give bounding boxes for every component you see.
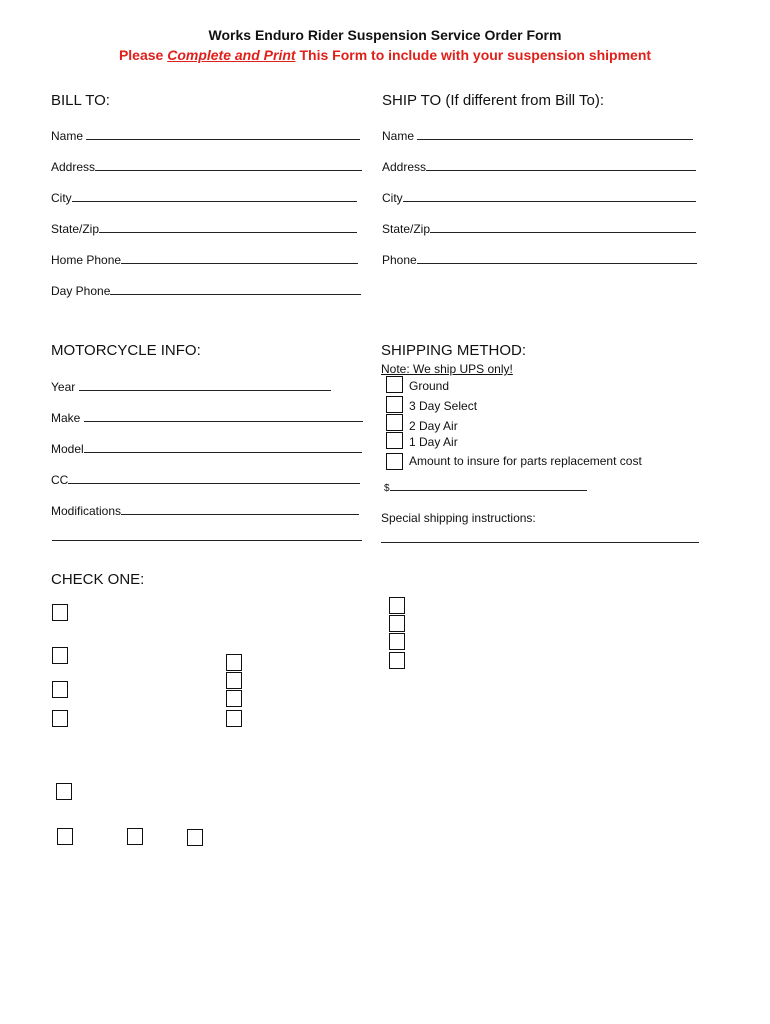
subtitle-emphasis: Complete and Print — [167, 47, 296, 63]
ship-to-address-field[interactable] — [382, 159, 696, 174]
check-one-checkbox[interactable] — [226, 690, 242, 707]
field-label: State/Zip — [51, 222, 100, 236]
field-label: Make — [51, 411, 81, 425]
one-day-air-checkbox[interactable] — [386, 432, 403, 449]
field-label: Modifications — [51, 504, 122, 518]
motorcycle-model-field[interactable] — [51, 441, 362, 456]
field-label: Model — [51, 442, 84, 456]
field-label: Address — [382, 160, 427, 174]
modifications-extra-line[interactable] — [52, 540, 362, 541]
form-subtitle — [0, 47, 770, 63]
field-label: Name — [382, 129, 415, 143]
ground-label: Ground — [409, 379, 450, 393]
ship-to-name-field[interactable] — [382, 128, 693, 143]
check-one-checkbox[interactable] — [187, 829, 203, 846]
motorcycle-modifications-field[interactable] — [51, 503, 359, 518]
field-label: CC — [51, 473, 69, 487]
bill-to-heading: BILL TO: — [51, 92, 110, 109]
check-one-checkbox[interactable] — [226, 672, 242, 689]
special-instructions-label: Special shipping instructions: — [381, 511, 536, 525]
insure-amount-label: Amount to insure for parts replacement cost — [409, 454, 642, 468]
motorcycle-cc-field[interactable] — [51, 472, 360, 487]
motorcycle-year-field[interactable] — [51, 379, 331, 394]
field-label: Home Phone — [51, 253, 122, 267]
check-one-checkbox[interactable] — [52, 604, 68, 621]
bill-to-city-field[interactable] — [51, 190, 357, 205]
field-label: City — [51, 191, 72, 205]
three-day-select-checkbox[interactable] — [386, 396, 403, 413]
check-one-checkbox[interactable] — [389, 652, 405, 669]
motorcycle-make-field[interactable] — [51, 410, 363, 425]
insure-amount-checkbox[interactable] — [386, 453, 403, 470]
ship-to-city-field[interactable] — [382, 190, 696, 205]
field-label: Address — [51, 160, 96, 174]
check-one-checkbox[interactable] — [389, 615, 405, 632]
two-day-air-label: 2 Day Air — [409, 419, 458, 433]
ground-checkbox[interactable] — [386, 376, 403, 393]
dollar-sign: $ — [384, 483, 390, 494]
check-one-checkbox[interactable] — [226, 654, 242, 671]
one-day-air-label: 1 Day Air — [409, 435, 458, 449]
check-one-checkbox[interactable] — [389, 597, 405, 614]
subtitle-suffix: This Form to include with your suspension shipment — [295, 47, 652, 63]
check-one-checkbox[interactable] — [226, 710, 242, 727]
field-label: Name — [51, 129, 84, 143]
field-label: City — [382, 191, 403, 205]
ship-to-phone-field[interactable] — [382, 252, 697, 267]
two-day-air-checkbox[interactable] — [386, 414, 403, 431]
bill-to-home-phone-field[interactable] — [51, 252, 358, 267]
bill-to-address-field[interactable] — [51, 159, 362, 174]
field-label: Year — [51, 380, 76, 394]
check-one-checkbox[interactable] — [52, 681, 68, 698]
shipping-note: Note: We ship UPS only! — [381, 362, 513, 376]
check-one-checkbox[interactable] — [389, 633, 405, 650]
special-instructions-line[interactable] — [381, 542, 699, 543]
field-label: State/Zip — [382, 222, 431, 236]
subtitle-prefix: Please — [118, 47, 168, 63]
three-day-select-label: 3 Day Select — [409, 399, 478, 413]
ship-to-state-zip-field[interactable] — [382, 221, 696, 236]
ship-to-heading: SHIP TO (If different from Bill To): — [382, 92, 605, 109]
check-one-checkbox[interactable] — [52, 710, 68, 727]
check-one-checkbox[interactable] — [127, 828, 143, 845]
check-one-checkbox[interactable] — [57, 828, 73, 845]
bill-to-name-field[interactable] — [51, 128, 360, 143]
check-one-checkbox[interactable] — [56, 783, 72, 800]
shipping-method-heading: SHIPPING METHOD: — [381, 342, 527, 359]
field-label: Phone — [382, 253, 417, 267]
field-label: Day Phone — [51, 284, 111, 298]
bill-to-day-phone-field[interactable] — [51, 283, 361, 298]
insure-amount-field[interactable] — [384, 481, 587, 494]
check-one-checkbox[interactable] — [52, 647, 68, 664]
motorcycle-info-heading: MOTORCYCLE INFO: — [51, 342, 201, 359]
form-title: Works Enduro Rider Suspension Service Order Form — [208, 27, 562, 43]
bill-to-state-zip-field[interactable] — [51, 221, 357, 236]
check-one-heading: CHECK ONE: — [51, 571, 145, 588]
